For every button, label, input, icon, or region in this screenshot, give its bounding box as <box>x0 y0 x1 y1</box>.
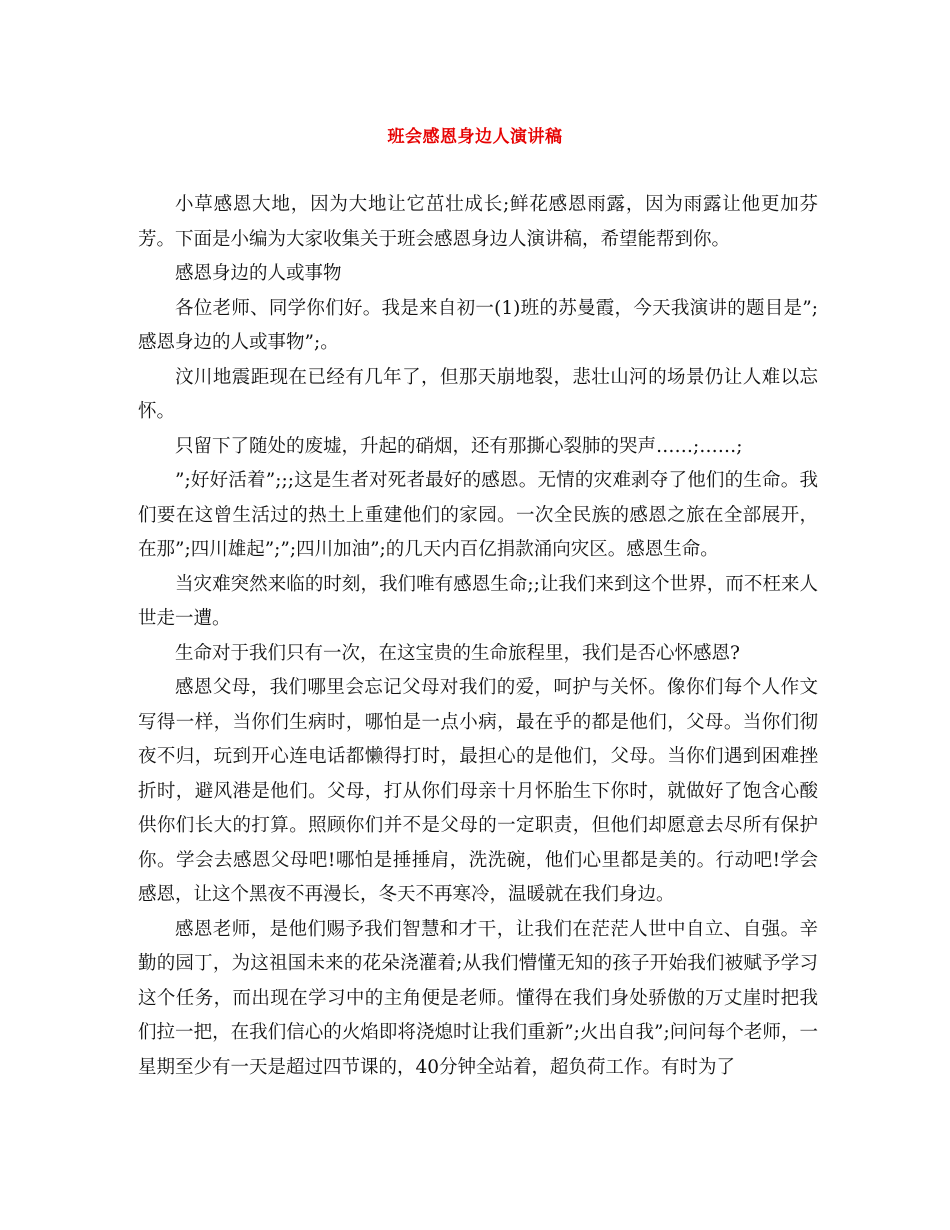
paragraph: 只留下了随处的废墟，升起的硝烟，还有那撕心裂肺的哭声……;……; <box>175 435 743 457</box>
paragraph: 汶川地震距现在已经有几年了，但那天崩地裂，悲壮山河的场景仍让人难以忘怀。 <box>138 366 818 422</box>
paragraph: 感恩父母，我们哪里会忘记父母对我们的爱，呵护与关怀。像你们每个人作文写得一样，当你们生病时，哪怕是一点小病，最在乎的都是他们，父母。当你们彻夜不归，玩到开心连电话都懒得打时，最担心的是他们，父母。当你们遇到困难挫折时，避风港是他们。父母，打从你们母亲十月怀胎生下你时，就做好了饱含心酸供你们长大的打算。照顾你们并不是父母的一定职责，但他们却愿意去尽所有保护你。学会去感恩父母吧!哪怕是捶捶肩，洗洗碗，他们心里都是美的。行动吧!学会感恩，让这个黑夜不再漫长，冬天不再寒冷，温暖就在我们身边。 <box>138 677 818 905</box>
paragraph: 生命对于我们只有一次，在这宝贵的生命旅程里，我们是否心怀感恩? <box>175 642 740 664</box>
paragraph: 小草感恩大地，因为大地让它茁壮成长;鲜花感恩雨露，因为雨露让他更加芬芳。下面是小编为大家收集关于班会感恩身边人演讲稿，希望能帮到你。 <box>138 194 818 250</box>
paragraph: 感恩身边的人或事物 <box>175 263 342 284</box>
document-title: 班会感恩身边人演讲稿 <box>387 127 563 147</box>
paragraph: 各位老师、同学你们好。我是来自初一(1)班的苏曼霞，今天我演讲的题目是”;感恩身边的人或事物”;。 <box>138 297 818 353</box>
paragraph: ”;好好活着”;;;这是生者对死者最好的感恩。无情的灾难剥夺了他们的生命。我们要在这曾生活过的热土上重建他们的家园。一次全民族的感恩之旅在全部展开，在那”;四川雄起”;”;四川加油”;的几天内百亿捐款涌向灾区。感恩生命。 <box>138 470 818 560</box>
paragraph: 当灾难突然来临的时刻，我们唯有感恩生命;;让我们来到这个世界，而不枉来人世走一遭。 <box>138 573 818 629</box>
document-body <box>138 188 818 1085</box>
paragraph: 感恩老师，是他们赐予我们智慧和才干，让我们在茫茫人世中自立、自强。辛勤的园丁，为这祖国未来的花朵浇灌着;从我们懵懂无知的孩子开始我们被赋予学习这个任务，而出现在学习中的主角便是老师。懂得在我们身处骄傲的万丈崖时把我们拉一把，在我们信心的火焰即将浇熄时让我们重新”;火出自我”;问问每个老师，一星期至少有一天是超过四节课的，40分钟全站着，超负荷工作。有时为了 <box>138 918 818 1078</box>
